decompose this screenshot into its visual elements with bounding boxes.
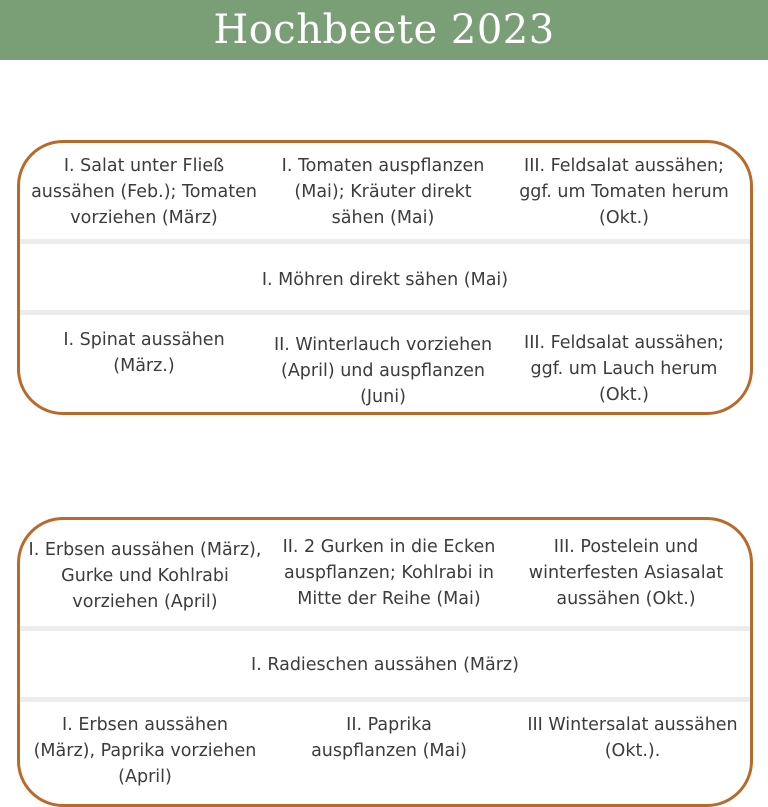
row-divider xyxy=(20,239,750,244)
row-divider xyxy=(20,697,750,702)
bed-1-row-1-col-1: I. Salat unter Fließ aussähen (Feb.); Tomaten vorziehen (März) xyxy=(31,156,257,228)
bed-2-row-2: I. Radieschen aussähen (März) xyxy=(251,655,519,675)
bed-2-row-1-col-2: II. 2 Gurken in die Ecken auspflanzen; Kohlrabi in Mitte der Reihe (Mai) xyxy=(282,537,496,609)
bed-2-row-3-col-2: II. Paprika auspflanzen (Mai) xyxy=(311,715,467,761)
bed-1-row-3-col-2: II. Winterlauch vorziehen (April) und auspflanzen (Juni) xyxy=(273,335,493,407)
row-divider xyxy=(20,310,750,315)
bed-1-row-3-col-1: I. Spinat aussähen (März.) xyxy=(63,330,225,376)
bed-1-row-1-col-2: I. Tomaten auspflanzen (Mai); Kräuter direkt sähen (Mai) xyxy=(281,156,485,228)
bed-2-row-1-col-1: I. Erbsen aussähen (März), Gurke und Kohlrabi vorziehen (April) xyxy=(28,540,262,612)
page-title: Hochbeete 2023 xyxy=(213,7,555,53)
bed-2-row-1-col-3: III. Postelein und winterfesten Asiasalat aussähen (Okt.) xyxy=(528,537,724,609)
raised-bed-2 xyxy=(17,517,753,807)
raised-bed-1 xyxy=(17,140,753,415)
header-bar xyxy=(0,0,768,60)
bed-1-row-1-col-3: III. Feldsalat aussähen; ggf. um Tomaten herum (Okt.) xyxy=(519,156,729,228)
bed-2-row-3-col-3: III Wintersalat aussähen (Okt.). xyxy=(527,715,738,761)
bed-2-row-3-col-1: I. Erbsen aussähen (März), Paprika vorziehen (April) xyxy=(33,715,257,787)
row-divider xyxy=(20,626,750,631)
bed-1-row-2: I. Möhren direkt sähen (Mai) xyxy=(261,270,509,290)
bed-1-row-3-col-3: III. Feldsalat aussähen; ggf. um Lauch herum (Okt.) xyxy=(524,333,724,405)
